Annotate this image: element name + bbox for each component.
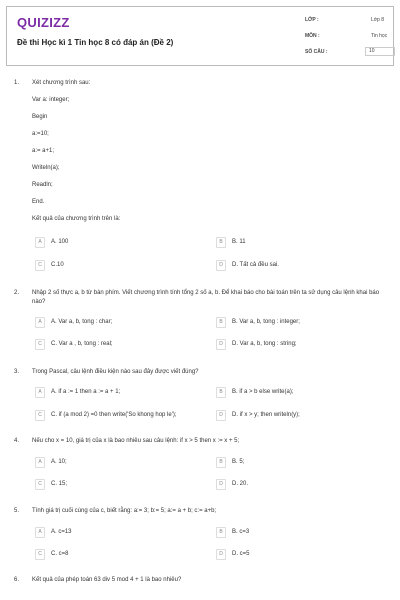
question-number: 4. — [14, 438, 20, 444]
option-letter: B — [216, 237, 226, 248]
code-line: a:= a+1; — [32, 148, 55, 154]
option-letter: C — [35, 410, 45, 421]
question-number: 1. — [14, 80, 20, 86]
question-number: 3. — [14, 369, 20, 375]
option-letter: A — [35, 527, 45, 538]
option-text: A. if a := 1 then a := a + 1; — [51, 389, 121, 395]
option-letter: C — [35, 549, 45, 560]
question-text: Tính giá trị cuối cùng của c, biết rằng: a:= 3; b:= 5; a:= a + b; c:= a+b; — [32, 508, 217, 514]
option-text: B. if a > b else write(a); — [232, 389, 294, 395]
worksheet-header — [6, 6, 394, 66]
question-text: Trong Pascal, câu lệnh điều kiện nào sau đây được viết đúng? — [32, 369, 199, 375]
subject-label: MÔN : — [305, 33, 320, 39]
option-text: A. 10; — [51, 459, 67, 465]
option-letter: B — [216, 317, 226, 328]
option-letter: D — [216, 410, 226, 421]
option-text: B. Var a, b, tong : integer; — [232, 319, 300, 325]
question-text: Nhập 2 số thực a, b từ bàn phím. Viết chương trình tính tổng 2 số a, b. Để khai báo cho bài toán trên ta sử dụng câu lệnh khai báo nào? — [32, 290, 380, 305]
code-line: Readln; — [32, 182, 53, 188]
option-letter: A — [35, 317, 45, 328]
option-letter: C — [35, 339, 45, 350]
question-text: Kết quả của phép toán 63 div 5 mod 4 + 1 là bao nhiêu? — [32, 577, 182, 583]
question-text: Xét chương trình sau: — [32, 80, 91, 86]
question-prompt: Kết quả của chương trình trên là: — [32, 216, 121, 222]
option-letter: D — [216, 479, 226, 490]
question-number: 5. — [14, 508, 20, 514]
option-text: B. 5; — [232, 459, 245, 465]
page-title: Đề thi Học kì 1 Tin học 8 có đáp án (Đề 2) — [17, 38, 174, 47]
code-line: Begin — [32, 114, 48, 120]
code-line: End. — [32, 199, 45, 205]
option-text: B. 11 — [232, 239, 246, 245]
question-number: 2. — [14, 290, 20, 296]
question-text: Nếu cho x = 10, giá trị của x là bao nhiêu sau câu lệnh: if x > 5 then x := x + 5; — [32, 438, 240, 444]
class-value: Lớp 8 — [371, 17, 385, 23]
option-text: B. c=3 — [232, 529, 250, 535]
code-line: Var a: integer; — [32, 97, 70, 103]
question-count-label: SỐ CÂU : — [305, 49, 328, 55]
class-label: LỚP : — [305, 17, 319, 23]
option-letter: C — [35, 260, 45, 271]
option-text: D. if x > y; then writeln(y); — [232, 412, 300, 418]
option-text: C. if (a mod 2) =0 then write('So khong hop le'); — [51, 412, 177, 418]
option-letter: C — [35, 479, 45, 490]
option-letter: A — [35, 237, 45, 248]
option-text: D. Tất cả đều sai. — [232, 262, 279, 268]
option-text: D. c=5 — [232, 551, 250, 557]
code-line: a:=10; — [32, 131, 49, 137]
option-letter: B — [216, 527, 226, 538]
option-text: A. 100 — [51, 239, 69, 245]
option-letter: D — [216, 260, 226, 271]
option-text: A. c=13 — [51, 529, 72, 535]
option-text: A. Var a, b, tong : char; — [51, 319, 113, 325]
code-line: Writeln(a); — [32, 165, 60, 171]
option-text: D. Var a, b, tong : string; — [232, 341, 297, 347]
option-text: C.10 — [51, 262, 64, 268]
quizizz-logo: QUIZIZZ — [17, 15, 70, 30]
option-text: C. Var a , b, tong : real; — [51, 341, 113, 347]
question-count-value: 10 — [365, 47, 395, 56]
option-text: C. 15; — [51, 481, 68, 487]
option-letter: A — [35, 387, 45, 398]
option-letter: B — [216, 457, 226, 468]
subject-value: Tin học — [371, 33, 388, 39]
option-letter: D — [216, 549, 226, 560]
option-letter: B — [216, 387, 226, 398]
option-text: C. c=8 — [51, 551, 69, 557]
option-text: D. 20. — [232, 481, 249, 487]
option-letter: D — [216, 339, 226, 350]
option-letter: A — [35, 457, 45, 468]
question-number: 6. — [14, 577, 20, 583]
